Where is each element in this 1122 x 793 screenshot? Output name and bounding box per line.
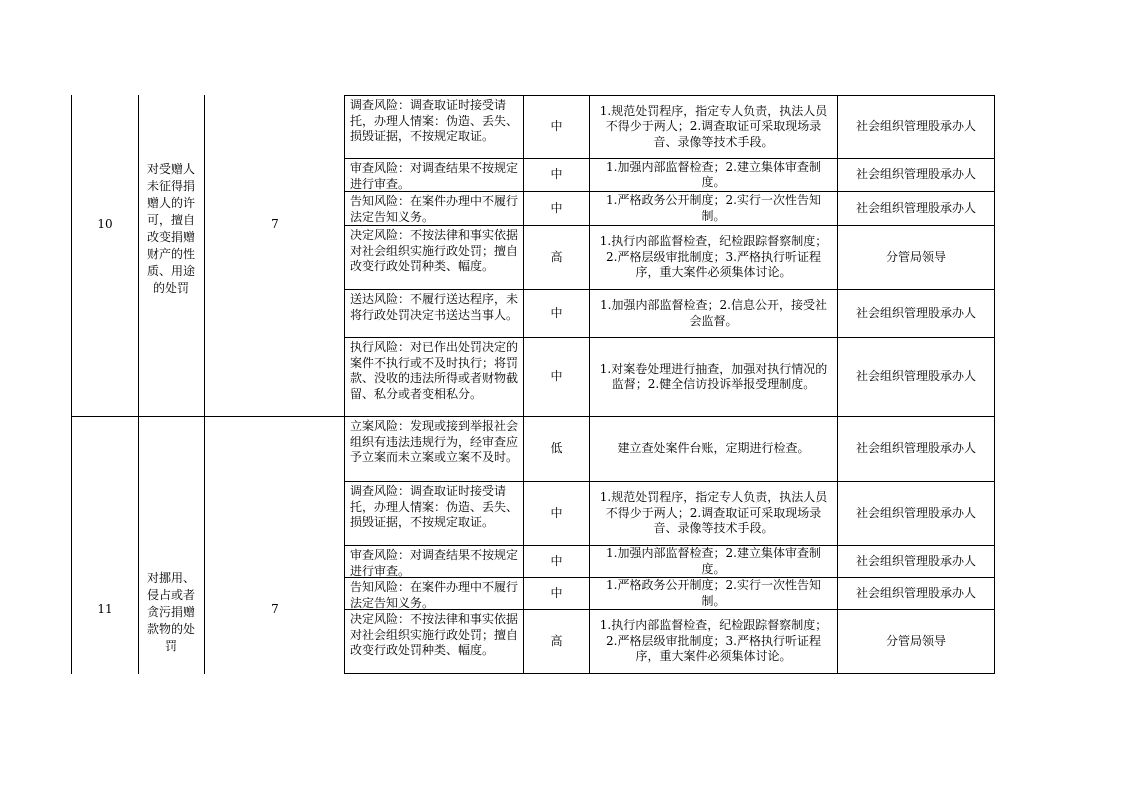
group-item: 对受赠人未征得捐赠人的许可，擅自改变捐赠财产的性质、用途的处罚 — [146, 162, 195, 295]
measure-cell: 1.加强内部监督检查；2.建立集体审查制度。 — [589, 158, 838, 192]
measure-cell: 1.严格政务公开制度；2.实行一次性告知制。 — [589, 191, 838, 226]
risk-cell: 决定风险：不按法律和事实依据对社会组织实施行政处罚；擅自改变行政处罚种类、幅度。 — [344, 609, 524, 674]
risk-cell: 决定风险：不按法律和事实依据对社会组织实施行政处罚；擅自改变行政处罚种类、幅度。 — [344, 225, 524, 290]
measure-cell: 1.严格政务公开制度；2.实行一次性告知制。 — [589, 577, 838, 610]
group-count: 7 — [271, 602, 279, 616]
measure-cell: 1.对案卷处理进行抽查，加强对执行情况的监督；2.健全信访投诉举报受理制度。 — [589, 337, 838, 417]
owner-cell: 社会组织管理股承办人 — [837, 416, 995, 482]
left-border-line — [71, 95, 72, 674]
owner-cell: 社会组织管理股承办人 — [837, 481, 995, 546]
col-divider-2 — [204, 95, 205, 674]
measure-cell: 1.规范处罚程序，指定专人负责，执法人员不得少于两人；2.调查取证可采取现场录音、录像等技术手段。 — [589, 95, 838, 159]
level-cell: 中 — [523, 545, 590, 578]
level-cell: 低 — [523, 416, 590, 482]
measure-cell: 1.执行内部监督检查，纪检跟踪督察制度；2.严格层级审批制度；3.严格执行听证程序，重大案件必须集体讨论。 — [589, 225, 838, 290]
group-count: 7 — [271, 217, 279, 231]
risk-cell: 审查风险：对调查结果不按规定进行审查。 — [344, 158, 524, 192]
level-cell: 高 — [523, 609, 590, 674]
risk-cell: 调查风险：调查取证时接受请托，办理人情案：伪造、丢失、损毁证据，不按规定取证。 — [344, 95, 524, 159]
group-separator — [71, 416, 345, 417]
risk-cell: 执行风险：对已作出处罚决定的案件不执行或不及时执行；将罚款、没收的违法所得或者财物截留、私分或者变相私分。 — [344, 337, 524, 417]
owner-cell: 分管局领导 — [837, 225, 995, 290]
measure-cell: 建立查处案件台账，定期进行检查。 — [589, 416, 838, 482]
owner-cell: 社会组织管理股承办人 — [837, 577, 995, 610]
owner-cell: 社会组织管理股承办人 — [837, 158, 995, 192]
level-cell: 中 — [523, 158, 590, 192]
risk-cell: 审查风险：对调查结果不按规定进行审查。 — [344, 545, 524, 578]
owner-cell: 社会组织管理股承办人 — [837, 191, 995, 226]
risk-cell: 告知风险：在案件办理中不履行法定告知义务。 — [344, 191, 524, 226]
owner-cell: 社会组织管理股承办人 — [837, 289, 995, 338]
risk-cell: 送达风险：不履行送达程序，未将行政处罚决定书送达当事人。 — [344, 289, 524, 338]
measure-cell: 1.执行内部监督检查，纪检跟踪督察制度；2.严格层级审批制度；3.严格执行听证程序，重大案件必须集体讨论。 — [589, 609, 838, 674]
level-cell: 中 — [523, 481, 590, 546]
risk-cell: 立案风险：发现或接到举报社会组织有违法违规行为，经审查应予立案而未立案或立案不及时。 — [344, 416, 524, 482]
risk-cell: 告知风险：在案件办理中不履行法定告知义务。 — [344, 577, 524, 610]
level-cell: 中 — [523, 95, 590, 159]
level-cell: 中 — [523, 577, 590, 610]
owner-cell: 分管局领导 — [837, 609, 995, 674]
owner-cell: 社会组织管理股承办人 — [837, 545, 995, 578]
risk-cell: 调查风险：调查取证时接受请托，办理人情案：伪造、丢失、损毁证据，不按规定取证。 — [344, 481, 524, 546]
group-number: 10 — [97, 217, 113, 231]
owner-cell: 社会组织管理股承办人 — [837, 337, 995, 417]
group-number: 11 — [97, 602, 113, 616]
owner-cell: 社会组织管理股承办人 — [837, 95, 995, 159]
level-cell: 中 — [523, 289, 590, 338]
level-cell: 高 — [523, 225, 590, 290]
level-cell: 中 — [523, 337, 590, 417]
measure-cell: 1.加强内部监督检查；2.建立集体审查制度。 — [589, 545, 838, 578]
measure-cell: 1.加强内部监督检查；2.信息公开，接受社会监督。 — [589, 289, 838, 338]
level-cell: 中 — [523, 191, 590, 226]
measure-cell: 1.规范处罚程序，指定专人负责，执法人员不得少于两人；2.调查取证可采取现场录音、录像等技术手段。 — [589, 481, 838, 546]
group-item: 对挪用、侵占或者贪污捐赠款物的处罚 — [146, 571, 195, 653]
col-divider-1 — [138, 95, 139, 674]
